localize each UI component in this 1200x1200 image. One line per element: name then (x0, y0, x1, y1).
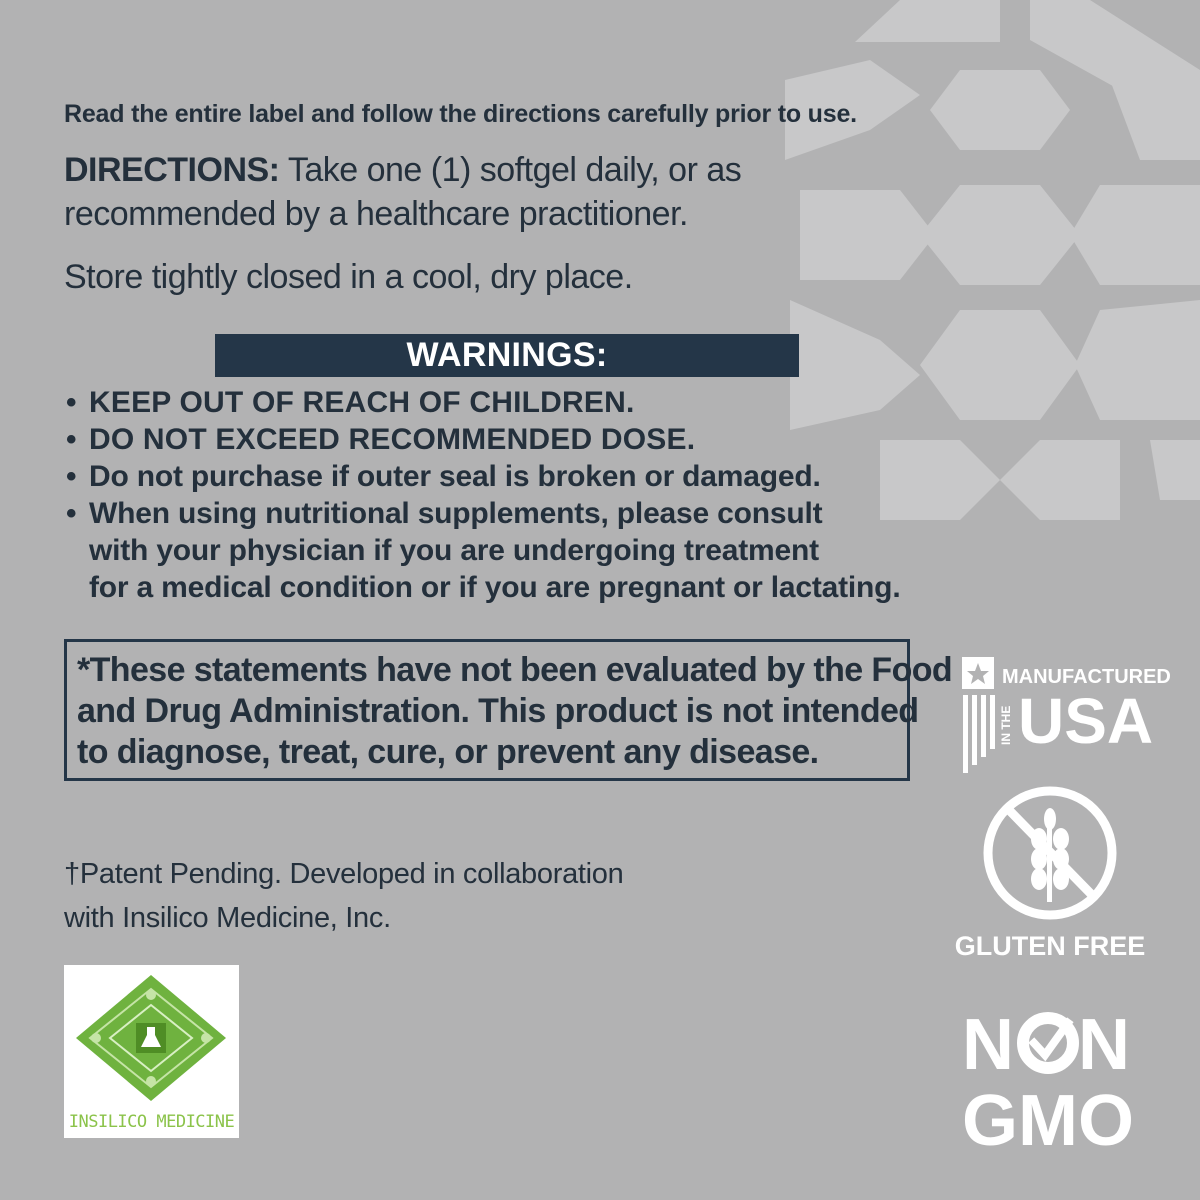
warning-item: • When using nutritional supplements, please consult with your physician if you are undergoing treatment for a medical condition or if you are pregnant or lactating. (64, 495, 900, 606)
warnings-title-bar: WARNINGS: (215, 334, 799, 377)
gluten-free-label: GLUTEN FREE (954, 931, 1146, 961)
usa-badge-line2: IN THE (999, 705, 1013, 745)
directions-line-1: Take one (1) softgel daily, or as (279, 151, 742, 189)
insilico-logo-text: INSILICO MEDICINE (68, 1112, 235, 1132)
patent-note: †Patent Pending. Developed in collaboration with Insilico Medicine, Inc. (64, 858, 624, 934)
non-gmo-n-left: N (962, 1005, 1014, 1085)
warnings-list (64, 384, 900, 606)
insilico-medicine-logo (64, 965, 239, 1138)
warning-item: • DO NOT EXCEED RECOMMENDED DOSE. (64, 421, 900, 458)
usa-badge-line3: USA (1018, 685, 1154, 757)
directions-line-2: recommended by a healthcare practitioner. (64, 195, 688, 233)
wheat-crossed-icon (988, 791, 1112, 915)
warning-item: • KEEP OUT OF REACH OF CHILDREN. (64, 384, 900, 421)
storage-instruction: Store tightly closed in a cool, dry place. (64, 258, 633, 296)
usa-badge-line1: MANUFACTURED (1002, 666, 1171, 688)
gluten-free-badge (954, 785, 1146, 965)
directions-heading: DIRECTIONS: (64, 151, 280, 189)
fda-disclaimer-box: *These statements have not been evaluated by the Food and Drug Administration. This product is not intended to diagnose, treat, cure, or prevent any disease. (64, 639, 910, 781)
directions-text (64, 148, 741, 236)
non-gmo-n-right: N (1078, 1005, 1130, 1085)
non-gmo-gmo: GMO (962, 1081, 1134, 1161)
non-gmo-badge (960, 1005, 1140, 1161)
warning-item: • Do not purchase if outer seal is broken or damaged. (64, 458, 900, 495)
check-circle-icon (1023, 1018, 1073, 1068)
made-in-usa-badge (960, 655, 1171, 780)
intro-instruction: Read the entire label and follow the directions carefully prior to use. (64, 100, 857, 128)
